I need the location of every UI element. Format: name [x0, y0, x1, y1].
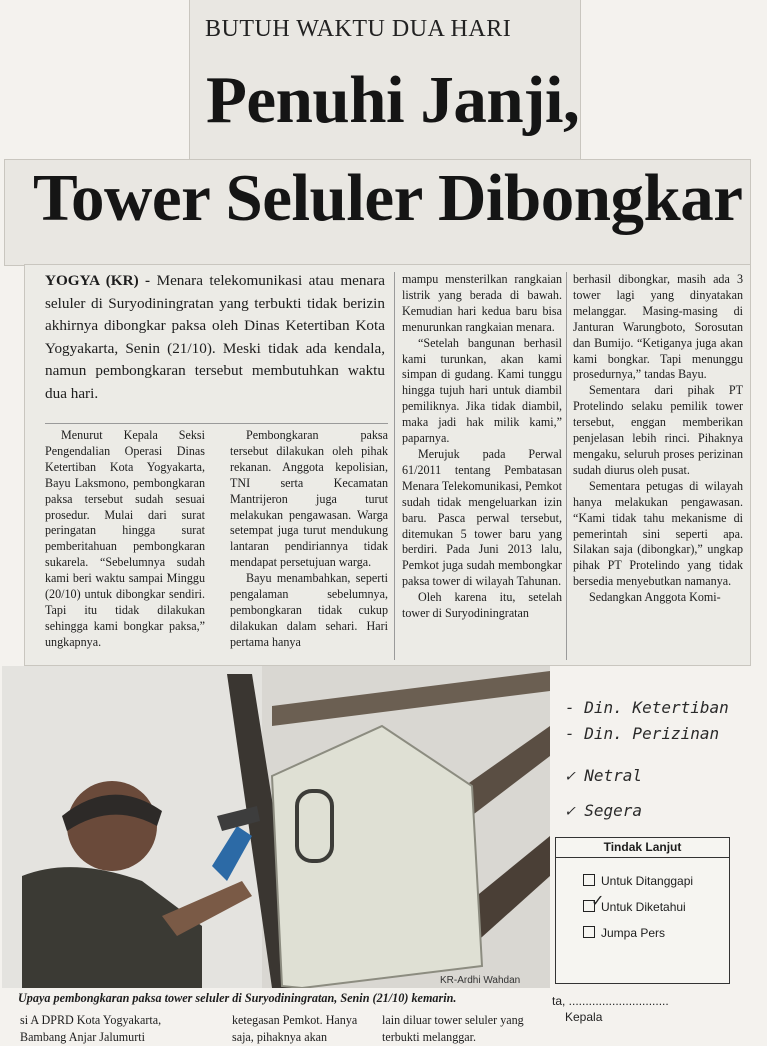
headline-line-1: Penuhi Janji, [206, 63, 580, 137]
news-photo [2, 666, 550, 988]
lead-paragraph [45, 270, 385, 406]
checkbox-icon[interactable] [583, 874, 595, 886]
paragraph: “Setelah bangunan berhasil kami turunkan, akan kami simpan di gudang. Kami tunggu hingga tujuh hari untuk diambil pemiliknya. Jika tidak diambil, maka jadi hak milik kami,” paparnya. [402, 335, 562, 446]
handwritten-note: - Din. Perizinan [565, 724, 720, 743]
checkbox-icon[interactable] [583, 926, 595, 938]
handwritten-note: ✓ Netral [565, 766, 643, 785]
column-rule [394, 272, 395, 660]
checkmark-icon: ✓ [591, 891, 605, 910]
option-label: Jumpa Pers [601, 926, 666, 940]
option-ditanggapi[interactable] [583, 874, 693, 888]
paragraph: Menurut Kepala Seksi Pengendalian Operasi Dinas Ketertiban Kota Yogyakarta, Bayu Laksmono, pembongkaran paksa tersebut sudah sesuai prosedur. Mulai dari surat peringatan hingga surat pemberitahuan pembongkaran sukarela. “Sebelumnya sudah kami beri waktu sampai Minggu (20/10) untuk dibongkar sendiri. Tapi itu tidak dilakukan sehingga kami bongkar paksa,” ungkapnya. [45, 428, 205, 649]
continued-text-2: ketegasan Pemkot. Hanya saja, pihaknya akan [232, 1013, 358, 1044]
option-jumpa-pers[interactable] [583, 926, 665, 940]
signature-role: Kepala [565, 1010, 603, 1024]
paragraph: mampu mensterilkan rangkaian listrik yang berada di bawah. Kemudian hari kedua baru bisa menurunkan rangkaian menara. [402, 272, 562, 334]
continued-text-3: lain diluar tower seluler yang terbukti melanggar. [382, 1013, 524, 1044]
paragraph: Sementara petugas di wilayah hanya melakukan pengawasan. “Kami tidak tahu mekanisme di pemerintah sini seperti apa. Silakan saja (dibongkar),” ungkap pihak PT Protelindo yang tidak bersedia menyebutkan namanya. [573, 478, 743, 589]
paragraph: berhasil dibongkar, masih ada 3 tower lagi yang dinyatakan melanggar. Masing-masing di Janturan Warungboto, Sorosutan dan Bumijo. “Ketiganya juga akan kami bongkar. Tapi menunggu prosedurnya,” tandas Bayu. [573, 272, 743, 382]
paragraph: Merujuk pada Perwal 61/2011 tentang Pembatasan Menara Telekomunikasi, Pemkot sudah tidak mengeluarkan izin baru. Pasca perwal tersebut, ditemukan 5 tower baru yang berdiri. Pada Juni 2013 lalu, Pemkot juga sudah membongkar paksa tower di wilayah Tahunan. [402, 446, 562, 589]
dateline: YOGYA (KR) - [45, 272, 151, 289]
lead-text: Menara telekomunikasi atau menara seluler di Suryodiningratan yang terbukti tidak berizin akhirnya dibongkar paksa oleh Dinas Ketertiban Kota Yogyakarta, Senin (21/10). Meski tidak ada kendala, namun pembongkaran tersebut membutuhkan waktu dua hari. [45, 272, 386, 402]
option-label: Untuk Ditanggapi [601, 874, 694, 888]
handwritten-note: - Din. Ketertiban [565, 698, 729, 717]
follow-up-form [555, 837, 730, 984]
article-column-3 [402, 272, 562, 622]
paragraph: Sementara dari pihak PT Protelindo selaku pemilik tower tersebut, enggan memberikan penjelasan lebih rinci. Pihaknya mengaku, seluruh proses perizinan sudah diurus oleh pusat. [573, 383, 743, 477]
option-label: Untuk Diketahui [601, 900, 686, 914]
paragraph: Sedangkan Anggota Komi- [589, 590, 721, 605]
kicker: BUTUH WAKTU DUA HARI [205, 16, 512, 42]
headline-line-2: Tower Seluler Dibongkar [33, 161, 743, 235]
article-column-4 [573, 272, 743, 606]
article-column-2 [230, 428, 388, 651]
column-rule [566, 272, 567, 660]
paragraph: Bayu menambahkan, seperti pengalaman sebelumnya, pembongkaran tidak cukup dilakukan dalam sehari. Hari pertama hanya [230, 571, 388, 649]
lead-divider [45, 423, 388, 424]
signature-line: ta, .............................. [552, 994, 669, 1008]
paragraph: Pembongkaran paksa tersebut dilakukan oleh pihak rekanan. Anggota kepolisian, TNI serta Kecamatan Mantrijeron juga turut melakukan pengawasan. Warga setempat juga turut mendukung lantaran pendiriannya tidak mendapat persetujuan warga. [230, 428, 388, 570]
form-title: Tindak Lanjut [556, 838, 729, 858]
paragraph: Oleh karena itu, setelah tower di Suryodiningratan [402, 590, 562, 621]
article-column-1 [45, 428, 205, 651]
photo-caption: Upaya pembongkaran paksa tower seluler di Suryodiningratan, Senin (21/10) kemarin. [18, 991, 457, 1005]
handwritten-note: ✓ Segera [565, 801, 643, 820]
photo-credit: KR-Ardhi Wahdan [440, 975, 521, 986]
continued-text-1: si A DPRD Kota Yogyakarta, Bambang Anjar Jalumurti [20, 1013, 162, 1044]
